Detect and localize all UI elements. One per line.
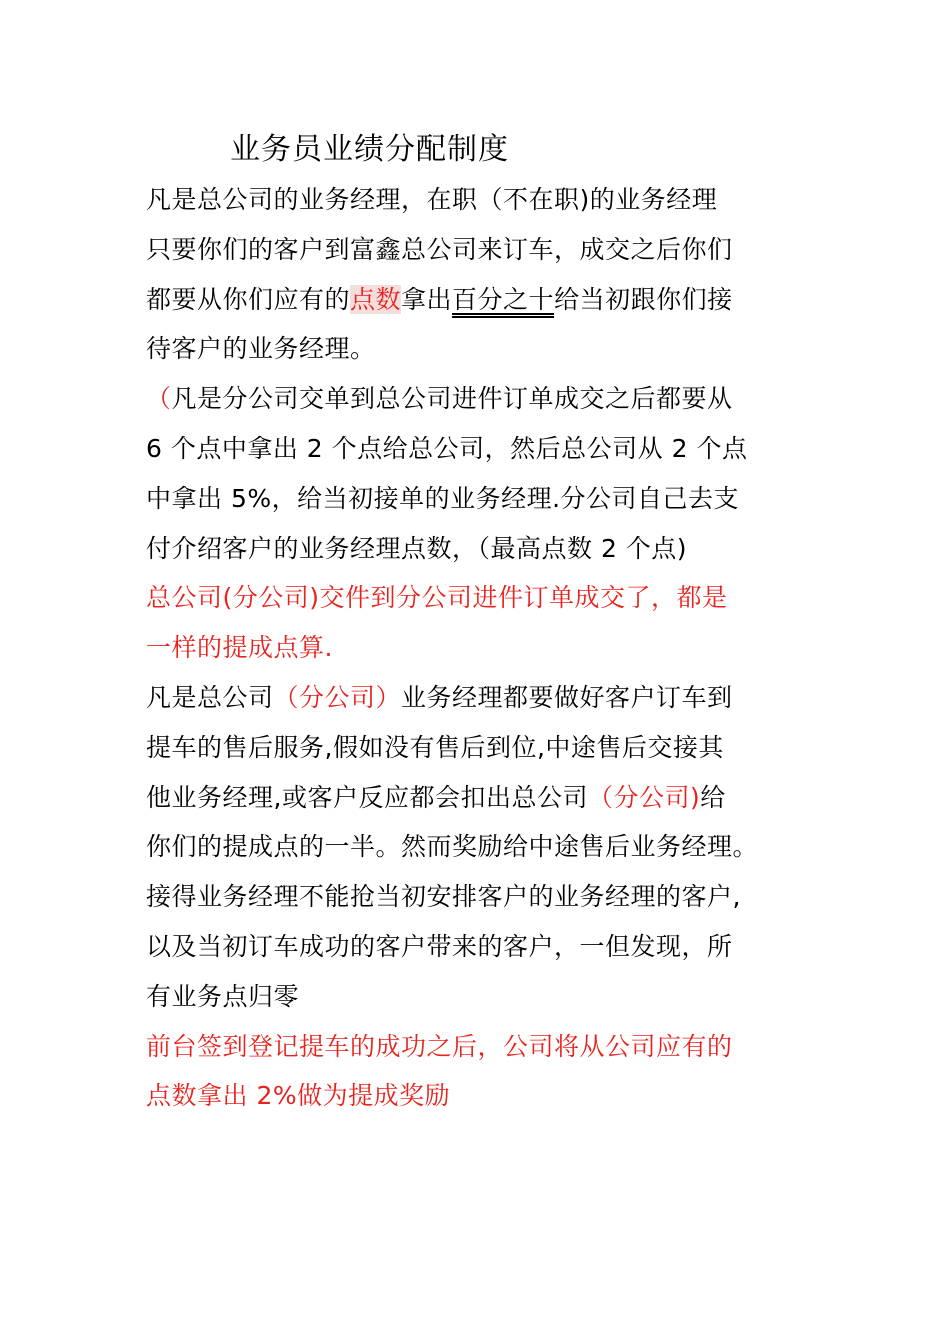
highlighted-points-text: 点数 xyxy=(350,284,402,314)
paragraph-4-line-4: 你们的提成点的一半。然而奖励给中途售后业务经理。 xyxy=(146,832,759,862)
paragraph-2-line-3: 中拿出 5%，给当初接单的业务经理.分公司自己去支 xyxy=(146,483,740,513)
paragraph-2-line-4: 付介绍客户的业务经理点数，（最高点数 2 个点) xyxy=(146,533,688,563)
paragraph-1-line-3-text-a: 都要从你们应有的 xyxy=(146,284,351,314)
paragraph-1-line-3-text-b: 拿出 xyxy=(401,284,453,314)
paragraph-2-line-2: 6 个点中拿出 2 个点给总公司，然后总公司从 2 个点 xyxy=(146,433,748,463)
paragraph-2-line-1-text: 凡是分公司交单到总公司进件订单成交之后都要从 xyxy=(171,384,733,414)
paragraph-6-line-1: 前台签到登记提车的成功之后，公司将从公司应有的 xyxy=(146,1031,733,1061)
paragraph-4-line-3 xyxy=(146,773,846,823)
paragraph-4-line-1 xyxy=(146,673,846,723)
paragraph-5-line-3: 有业务点归零 xyxy=(146,981,300,1011)
document-body xyxy=(146,175,846,1121)
paragraph-4-line-1-text-b: 业务经理都要做好客户订车到 xyxy=(401,682,733,712)
paragraph-1-line-3-text-c: 给当初跟你们接 xyxy=(554,284,733,314)
paragraph-4-line-3-text-b: 给 xyxy=(700,782,726,812)
paragraph-2-open-paren: （ xyxy=(146,384,172,414)
paragraph-3-line-1: 总公司(分公司)交件到分公司进件订单成交了，都是 xyxy=(146,583,728,613)
underlined-ten-percent-text: 百分之十 xyxy=(452,284,555,314)
paragraph-6-line-2: 点数拿出 2%做为提成奖励 xyxy=(146,1081,451,1111)
paragraph-1-line-1: 凡是总公司的业务经理，在职（不在职)的业务经理 xyxy=(146,185,718,214)
paragraph-3-line-2: 一样的提成点算. xyxy=(146,633,333,663)
paragraph-4-line-3-text-a: 他业务经理,或客户反应都会扣出总公司 xyxy=(146,782,588,812)
paragraph-4-line-1-text-a: 凡是总公司 xyxy=(146,682,274,712)
paragraph-1-line-3 xyxy=(146,275,846,325)
paragraph-1-line-4: 待客户的业务经理。 xyxy=(146,334,376,364)
paragraph-4-line-2: 提车的售后服务,假如没有售后到位,中途售后交接其 xyxy=(146,732,724,762)
document-title: 业务员业绩分配制度 xyxy=(230,132,509,167)
paragraph-2-line-1 xyxy=(146,374,846,424)
paragraph-5-line-1: 接得业务经理不能抢当初安排客户的业务经理的客户, xyxy=(146,882,741,912)
paragraph-1-line-2: 只要你们的客户到富鑫总公司来订车，成交之后你们 xyxy=(146,234,733,264)
paragraph-4-line-1-red-text: （分公司） xyxy=(273,682,402,712)
paragraph-4-line-3-red-text: （分公司) xyxy=(587,782,701,812)
paragraph-5-line-2: 以及当初订车成功的客户带来的客户，一但发现，所 xyxy=(146,931,733,961)
